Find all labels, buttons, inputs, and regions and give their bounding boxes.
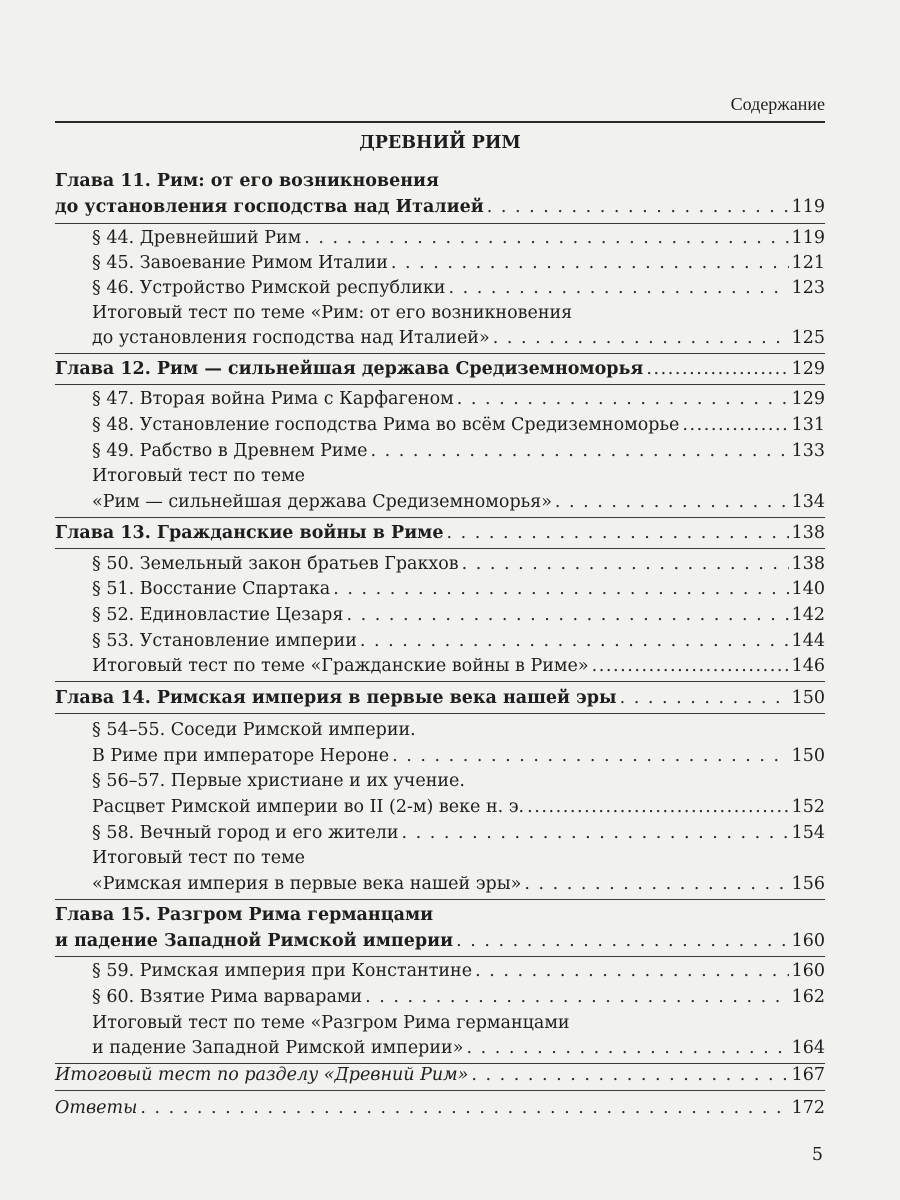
leader-dots bbox=[456, 930, 789, 952]
toc-entry-chapter bbox=[55, 687, 825, 709]
chapter-rule bbox=[55, 681, 825, 682]
chapter-rule bbox=[55, 899, 825, 900]
toc-entry-chapter bbox=[55, 358, 825, 380]
leader-dots bbox=[360, 630, 789, 652]
leader-dots bbox=[346, 604, 788, 626]
leader-dots bbox=[457, 388, 789, 410]
toc-entry bbox=[92, 630, 825, 652]
toc-entry bbox=[92, 986, 825, 1008]
toc-entry-title: § 54–55. Соседи Римской империи. bbox=[92, 720, 416, 740]
toc-entry-chapter bbox=[55, 904, 825, 926]
toc-entry-page: 167 bbox=[791, 1065, 825, 1085]
toc-entry bbox=[92, 719, 825, 741]
toc-entry-title: § 48. Установление господства Рима во всём Средиземноморье bbox=[92, 415, 680, 435]
toc-entry-page: 142 bbox=[791, 605, 825, 625]
leader-dots bbox=[462, 553, 789, 575]
toc-entry-page: 162 bbox=[791, 987, 825, 1007]
toc-entry-title: Итоговый тест по теме «Разгром Рима германцами bbox=[92, 1013, 570, 1033]
chapter-rule bbox=[55, 713, 825, 714]
leader-dots bbox=[475, 960, 789, 982]
toc-entry-page: 121 bbox=[791, 253, 825, 273]
toc-entry-title: § 47. Вторая война Рима с Карфагеном bbox=[92, 389, 454, 409]
leader-dots bbox=[555, 491, 789, 513]
toc-entry-title: § 53. Установление империи bbox=[92, 631, 357, 651]
toc-entry-chapter bbox=[55, 930, 825, 952]
toc-entry bbox=[92, 578, 825, 600]
toc-entry bbox=[92, 252, 825, 274]
leader-dots bbox=[448, 277, 788, 299]
toc-entry-final-test bbox=[55, 1064, 825, 1086]
toc-entry-title: Глава 14. Римская империя в первые века нашей эры bbox=[55, 688, 617, 708]
leader-dots bbox=[402, 822, 789, 844]
toc-entry-chapter bbox=[55, 196, 825, 218]
toc-entry-page: 134 bbox=[791, 492, 825, 512]
leader-dots bbox=[620, 687, 789, 709]
chapter-rule bbox=[55, 548, 825, 549]
toc-entry-title: Глава 12. Рим — сильнейшая держава Средиземноморья bbox=[55, 359, 644, 379]
toc-entry-page: 119 bbox=[791, 228, 825, 248]
leader-dots bbox=[304, 227, 788, 249]
chapter-rule bbox=[55, 353, 825, 354]
toc-entry-title: § 58. Вечный город и его жители bbox=[92, 823, 399, 843]
toc-entry-title: § 49. Рабство в Древнем Риме bbox=[92, 441, 368, 461]
toc-entry-page: 150 bbox=[791, 688, 825, 708]
toc-entry-title: Итоговый тест по теме bbox=[92, 848, 306, 868]
toc-entry-title: и падение Западной Римской империи bbox=[55, 931, 454, 951]
leader-dots bbox=[682, 414, 788, 436]
toc-entry bbox=[92, 745, 825, 767]
toc-entry-page: 144 bbox=[791, 631, 825, 651]
toc-entry-title: Итоговый тест по теме bbox=[92, 466, 306, 486]
toc-entry-page: 125 bbox=[791, 328, 825, 348]
toc-entry-page: 154 bbox=[791, 823, 825, 843]
leader-dots bbox=[471, 1064, 788, 1086]
leader-dots bbox=[527, 796, 789, 818]
toc-entry-title: Глава 11. Рим: от его возникновения bbox=[55, 171, 439, 191]
toc-entry-chapter bbox=[55, 170, 825, 192]
toc-entry-page: 133 bbox=[791, 441, 825, 461]
toc-entry-page: 129 bbox=[791, 359, 825, 379]
toc-entry-page: 156 bbox=[791, 874, 825, 894]
section-rule bbox=[55, 1090, 825, 1091]
toc-entry bbox=[92, 465, 825, 487]
leader-dots bbox=[140, 1097, 788, 1119]
toc-entry-title: и падение Западной Римской империи» bbox=[92, 1038, 464, 1058]
toc-entry-title: «Рим — сильнейшая держава Средиземноморья» bbox=[92, 492, 552, 512]
toc-entry bbox=[92, 1037, 825, 1059]
chapter-rule bbox=[55, 384, 825, 385]
toc-entry bbox=[92, 414, 825, 436]
toc-entry-title: § 50. Земельный закон братьев Гракхов bbox=[92, 554, 459, 574]
toc-entry-page: 131 bbox=[791, 415, 825, 435]
toc-entry-page: 129 bbox=[791, 389, 825, 409]
leader-dots bbox=[524, 873, 788, 895]
toc-entry bbox=[92, 796, 825, 818]
toc-entry-title: Итоговый тест по разделу «Древний Рим» bbox=[55, 1065, 469, 1085]
toc-entry bbox=[92, 327, 825, 349]
toc-entry-page: 140 bbox=[791, 579, 825, 599]
leader-dots bbox=[487, 196, 789, 218]
toc-entry-title: В Риме при императоре Нероне bbox=[92, 746, 390, 766]
toc-entry-title: § 45. Завоевание Римом Италии bbox=[92, 253, 388, 273]
leader-dots bbox=[466, 1037, 788, 1059]
toc-entry-page: 152 bbox=[791, 797, 825, 817]
toc-entry-title: до установления господства над Италией» bbox=[92, 328, 490, 348]
toc-entry-title: Итоговый тест по теме «Гражданские войны в Риме» bbox=[92, 656, 589, 676]
toc-entry bbox=[92, 655, 825, 677]
toc-entry bbox=[92, 822, 825, 844]
toc-entry-answers bbox=[55, 1097, 825, 1119]
leader-dots bbox=[333, 578, 788, 600]
toc-entry bbox=[92, 604, 825, 626]
toc-entry-title: «Римская империя в первые века нашей эры» bbox=[92, 874, 522, 894]
toc-entry-title: § 52. Единовластие Цезаря bbox=[92, 605, 344, 625]
leader-dots bbox=[493, 327, 789, 349]
toc-entry-page: 138 bbox=[791, 523, 825, 543]
toc-entry-title: Ответы bbox=[55, 1098, 138, 1118]
toc-entry-title: до установления господства над Италией bbox=[55, 197, 484, 217]
toc-entry-title: Итоговый тест по теме «Рим: от его возникновения bbox=[92, 303, 573, 323]
leader-dots bbox=[447, 522, 789, 544]
toc-entry bbox=[92, 553, 825, 575]
toc-entry-title: Расцвет Римской империи во II (2-м) веке н. э. bbox=[92, 797, 525, 817]
chapter-rule bbox=[55, 956, 825, 957]
toc-entry bbox=[92, 770, 825, 792]
toc-entry-chapter bbox=[55, 522, 825, 544]
leader-dots bbox=[392, 745, 788, 767]
toc-entry bbox=[92, 847, 825, 869]
toc-entry-page: 150 bbox=[791, 746, 825, 766]
toc-entry bbox=[92, 1012, 825, 1034]
toc-entry bbox=[92, 873, 825, 895]
toc-entry-title: § 59. Римская империя при Константине bbox=[92, 961, 473, 981]
toc-entry bbox=[92, 227, 825, 249]
toc-entry-page: 160 bbox=[791, 961, 825, 981]
toc-entry-title: Глава 13. Гражданские войны в Риме bbox=[55, 523, 444, 543]
toc-entry bbox=[92, 440, 825, 462]
toc-entry-page: 119 bbox=[791, 197, 825, 217]
toc-entry-title: § 60. Взятие Рима варварами bbox=[92, 987, 363, 1007]
toc-entry-page: 146 bbox=[791, 656, 825, 676]
toc-entry-title: § 44. Древнейший Рим bbox=[92, 228, 302, 248]
toc-entry bbox=[92, 491, 825, 513]
chapter-rule bbox=[55, 223, 825, 224]
toc-entry-page: 160 bbox=[791, 931, 825, 951]
toc-entry bbox=[92, 277, 825, 299]
toc-entry-page: 123 bbox=[791, 278, 825, 298]
chapter-rule bbox=[55, 517, 825, 518]
toc-entry-title: § 56–57. Первые христиане и их учение. bbox=[92, 771, 465, 791]
leader-dots bbox=[365, 986, 788, 1008]
toc-entry-title: Глава 15. Разгром Рима германцами bbox=[55, 905, 434, 925]
toc-entry-page: 164 bbox=[791, 1038, 825, 1058]
toc-entry bbox=[92, 388, 825, 410]
toc-entry-page: 138 bbox=[791, 554, 825, 574]
leader-dots bbox=[391, 252, 789, 274]
section-title: ДРЕВНИЙ РИМ bbox=[359, 133, 521, 153]
toc-entry-title: § 51. Восстание Спартака bbox=[92, 579, 331, 599]
leader-dots bbox=[371, 440, 789, 462]
toc-entry-title: § 46. Устройство Римской республики bbox=[92, 278, 446, 298]
leader-dots bbox=[592, 655, 789, 677]
toc-entry-page: 172 bbox=[791, 1098, 825, 1118]
leader-dots bbox=[646, 358, 788, 380]
running-header: Содержание bbox=[730, 94, 825, 114]
page-number: 5 bbox=[811, 1145, 823, 1165]
toc-entry bbox=[92, 302, 825, 324]
toc-entry bbox=[92, 960, 825, 982]
